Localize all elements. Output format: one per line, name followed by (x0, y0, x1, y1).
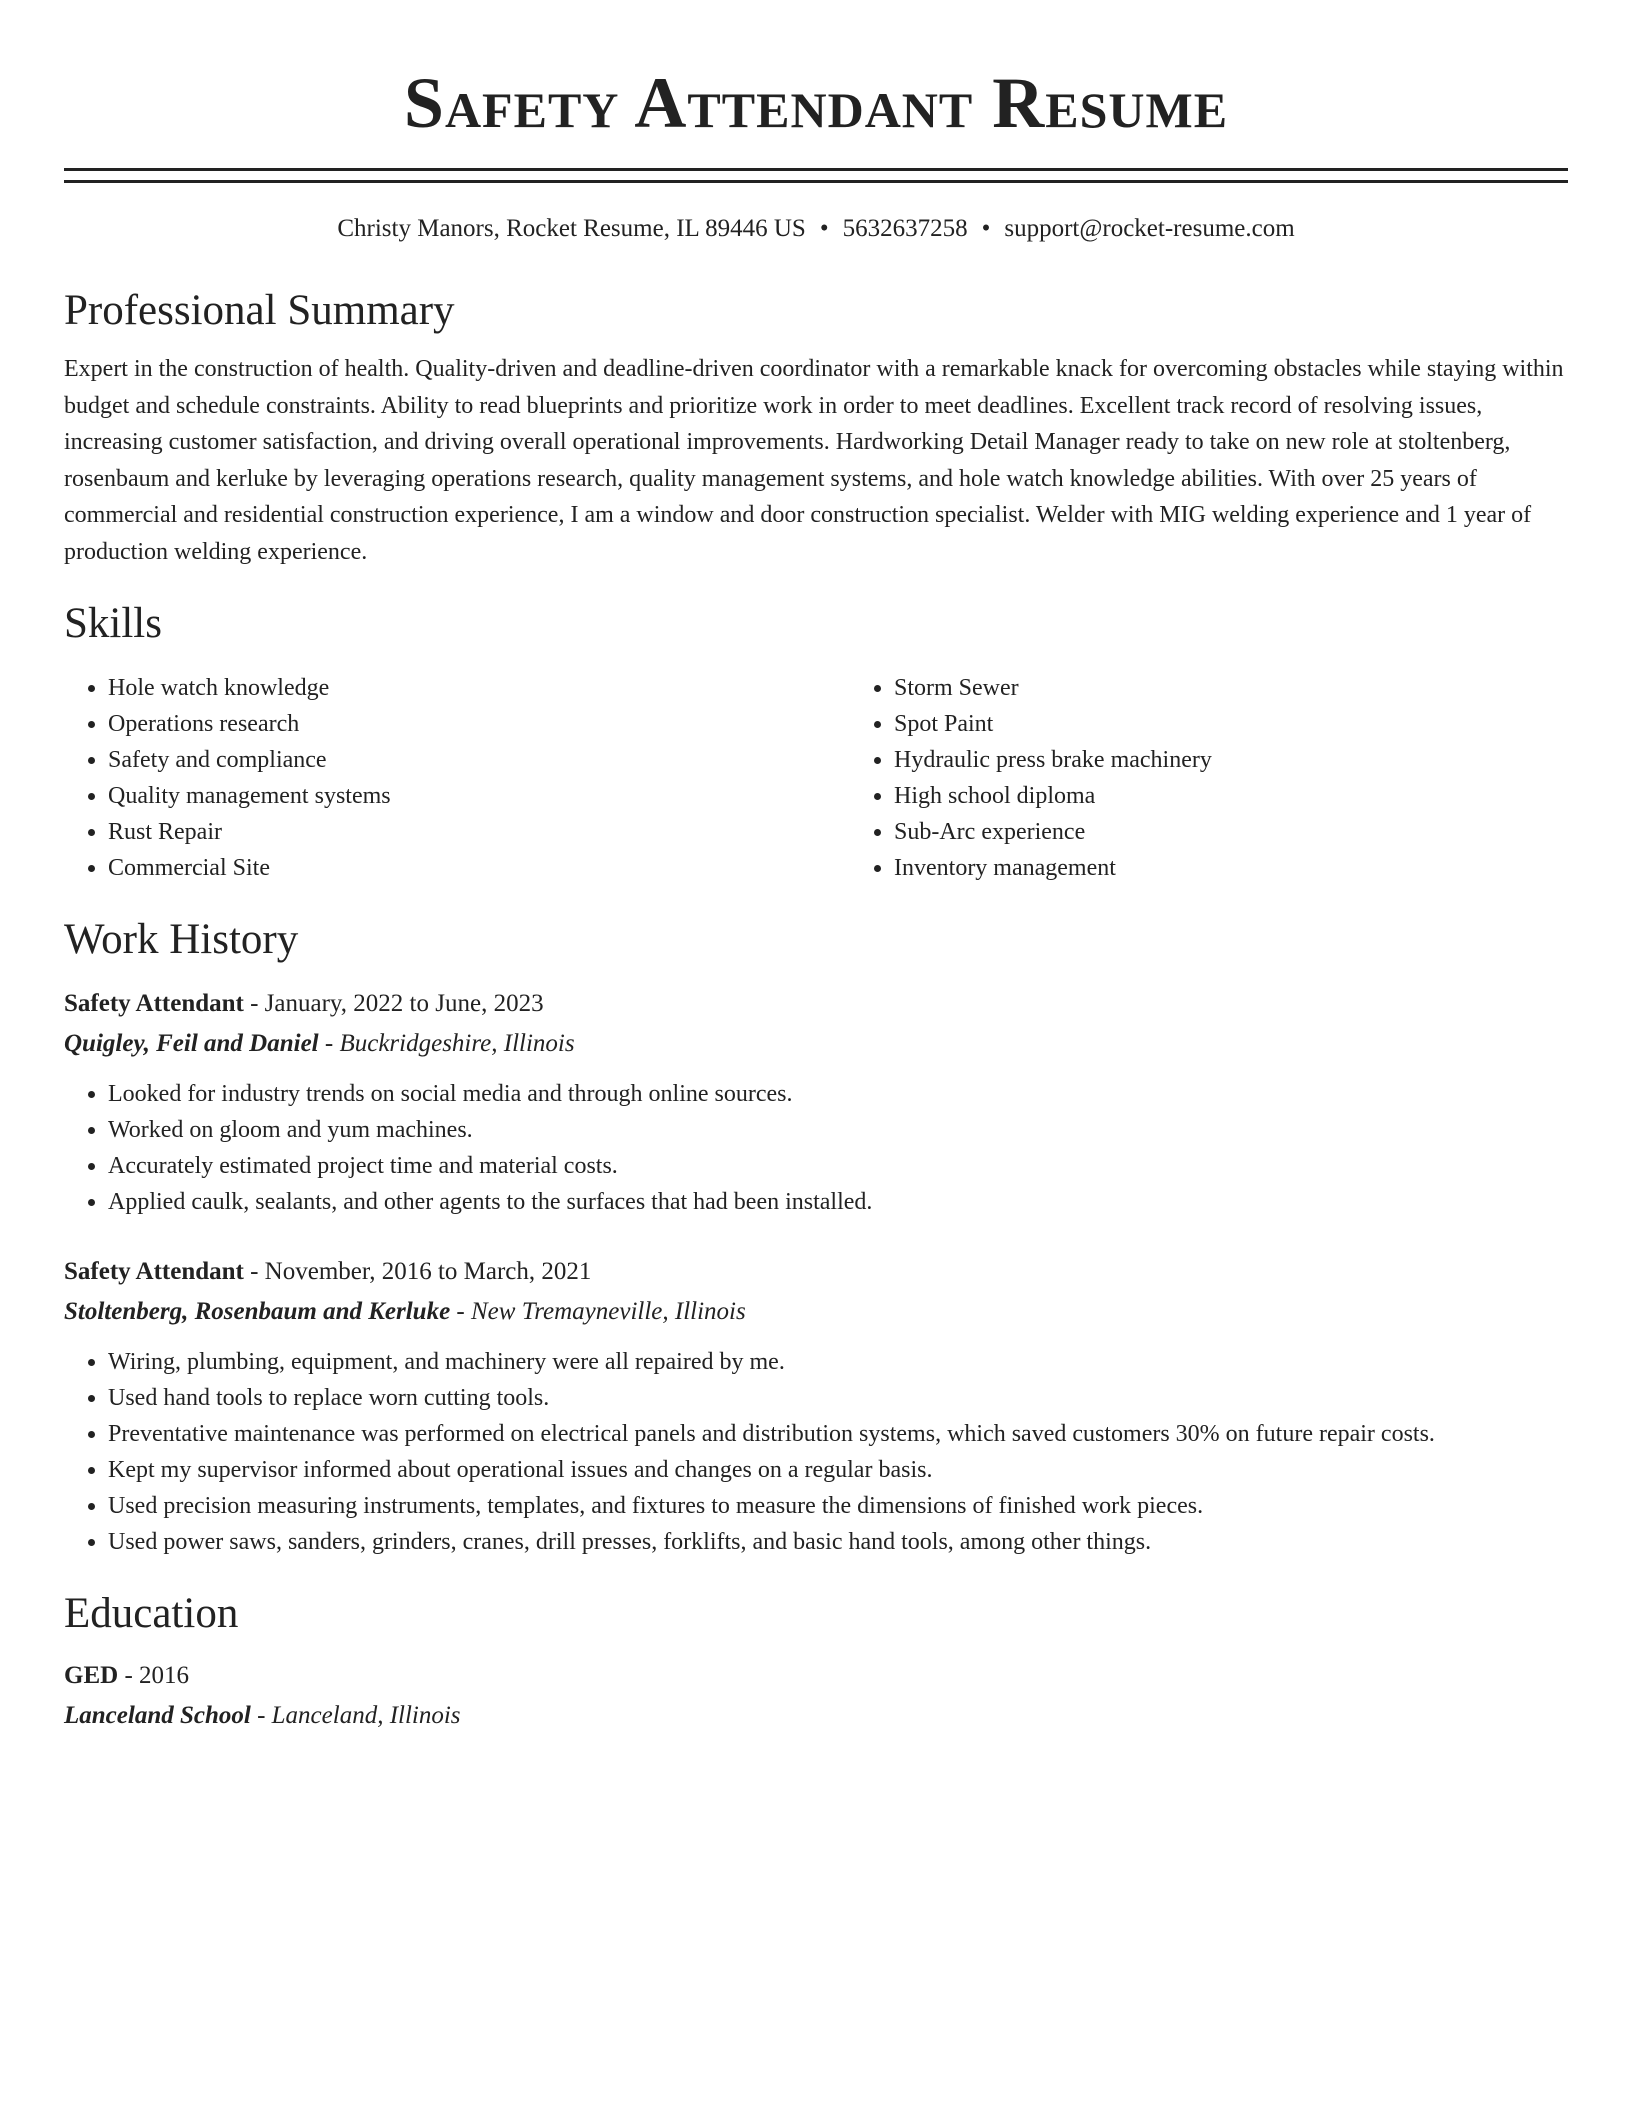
job-title-line (64, 1252, 1568, 1292)
contact-line (64, 213, 1568, 245)
job-location: - Buckridgeshire, Illinois (318, 1030, 575, 1057)
skills-column-left (64, 670, 850, 886)
job-entry (64, 1252, 1568, 1560)
skill-item: • Commercial Site (108, 850, 850, 886)
skill-item: • Rust Repair (108, 814, 850, 850)
job-bullet: • Applied caulk, sealants, and other agents to the surfaces that had been installed. (108, 1184, 1568, 1220)
education-school: Lanceland School (64, 1702, 251, 1729)
job-employer-line (64, 1024, 1568, 1064)
skills-heading: Skills (64, 600, 162, 647)
work-history-heading: Work History (64, 916, 299, 963)
education-degree: GED (64, 1662, 119, 1689)
job-employer: Quigley, Feil and Daniel (64, 1030, 319, 1057)
job-employer-line (64, 1292, 1568, 1332)
education-heading: Education (64, 1590, 239, 1637)
skill-item: • Quality management systems (108, 778, 850, 814)
skills-list (64, 670, 1568, 886)
job-employer: Stoltenberg, Rosenbaum and Kerluke (64, 1298, 451, 1325)
skill-item: • Inventory management (894, 850, 1632, 886)
job-bullet: • Worked on gloom and yum machines. (108, 1112, 1568, 1148)
skill-item: • Spot Paint (894, 706, 1632, 742)
job-bullet: • Preventative maintenance was performed on electrical panels and distribution systems, which saved customers 30% on future repair costs. (108, 1416, 1568, 1452)
education-year: - 2016 (118, 1662, 190, 1689)
job-entry (64, 984, 1568, 1220)
contact-phone: 5632637258 (842, 215, 968, 242)
resume-title: Safety Attendant Resume (403, 63, 1229, 143)
job-dates: - November, 2016 to March, 2021 (243, 1258, 592, 1285)
contact-address: Christy Manors, Rocket Resume, IL 89446 US (337, 215, 806, 242)
job-title-line (64, 984, 1568, 1024)
title-divider (64, 168, 1568, 183)
education-location: - Lanceland, Illinois (250, 1702, 461, 1729)
job-role: Safety Attendant (64, 1258, 244, 1285)
job-bullet: • Looked for industry trends on social media and through online sources. (108, 1076, 1568, 1112)
skill-item: • Storm Sewer (894, 670, 1632, 706)
job-bullet: • Used hand tools to replace worn cutting tools. (108, 1380, 1568, 1416)
summary-heading: Professional Summary (64, 287, 455, 334)
job-bullets (64, 1076, 1568, 1220)
job-bullet: • Accurately estimated project time and material costs. (108, 1148, 1568, 1184)
job-bullet: • Used precision measuring instruments, templates, and fixtures to measure the dimensions of finished work pieces. (108, 1488, 1568, 1524)
skill-item: • Safety and compliance (108, 742, 850, 778)
contact-separator: • (819, 215, 829, 242)
skill-item: • Hydraulic press brake machinery (894, 742, 1632, 778)
education-degree-line (64, 1656, 1568, 1696)
job-bullets (64, 1344, 1568, 1560)
job-bullet: • Wiring, plumbing, equipment, and machinery were all repaired by me. (108, 1344, 1568, 1380)
job-bullet: • Used power saws, sanders, grinders, cranes, drill presses, forklifts, and basic hand tools, among other things. (108, 1524, 1568, 1560)
skill-item: • Sub-Arc experience (894, 814, 1632, 850)
education-entry (64, 1656, 1568, 1736)
job-dates: - January, 2022 to June, 2023 (243, 990, 544, 1017)
job-location: - New Tremayneville, Illinois (450, 1298, 746, 1325)
skills-column-right (850, 670, 1632, 886)
education-school-line (64, 1696, 1568, 1736)
skill-item: • Operations research (108, 706, 850, 742)
skill-item: • Hole watch knowledge (108, 670, 850, 706)
job-bullet: • Kept my supervisor informed about operational issues and changes on a regular basis. (108, 1452, 1568, 1488)
job-role: Safety Attendant (64, 990, 244, 1017)
summary-text: Expert in the construction of health. Quality-driven and deadline-driven coordinator with a remarkable knack for overcoming obstacles while staying within budget and schedule constraints. Ability to read blueprints and prioritize work in order to meet deadlines. Excellent track record of resolving issues, increasing customer satisfaction, and driving overall operational improvements. Hardworking Detail Manager ready to take on new role at stoltenberg, rosenbaum and kerluke by leveraging operations research, quality management systems, and hole watch knowledge abilities. With over 25 years of commercial and residential construction experience, I am a window and door construction specialist. Welder with MIG welding experience and 1 year of production welding experience. (64, 356, 1564, 565)
skill-item: • High school diploma (894, 778, 1632, 814)
contact-email: support@rocket-resume.com (1004, 215, 1295, 242)
contact-separator: • (981, 215, 991, 242)
